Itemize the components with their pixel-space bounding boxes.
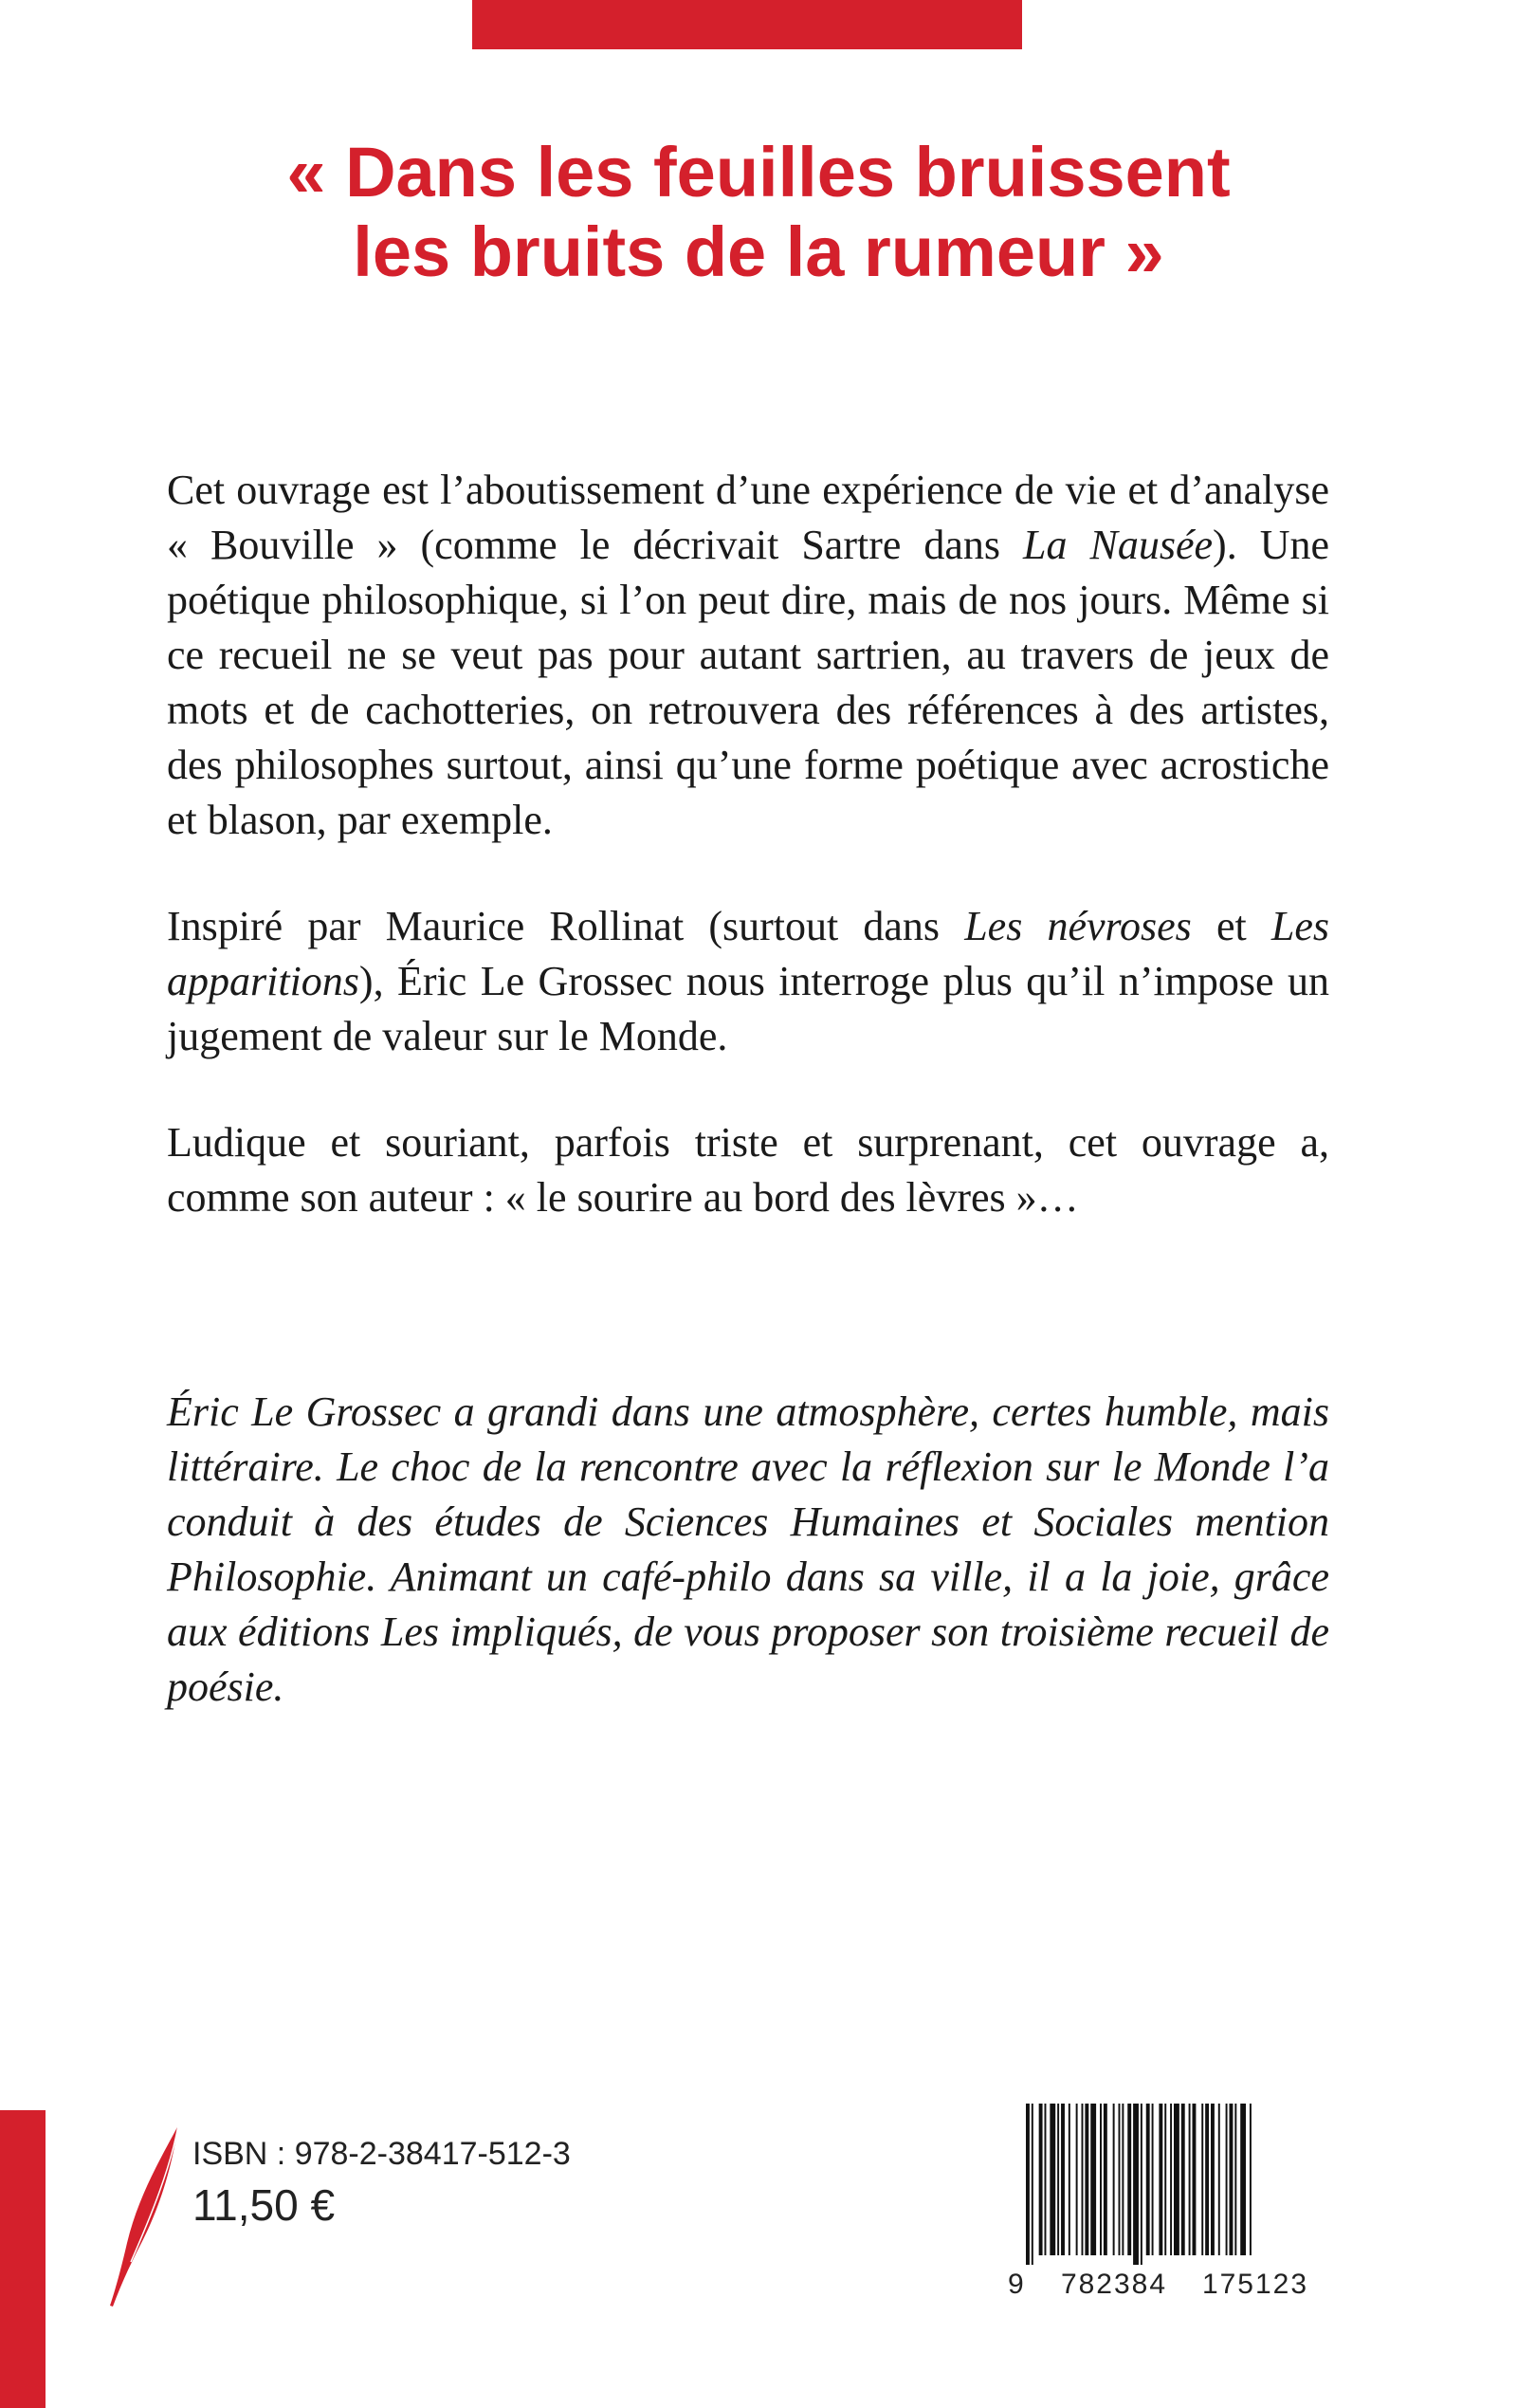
author-bio-text: Éric Le Grossec a grandi dans une atmosphère, certes humble, mais littéraire. Le choc de la rencontre avec la réflexion sur le Monde l’a conduit à des études de Sciences Humaines et Sociales mention Philosophie. Animant un café-philo dans sa ville, il a la joie, grâce aux éditions Les impliqués, de vous proposer son troisième recueil de poésie. — [167, 1388, 1329, 1710]
barcode-bar — [1201, 2104, 1203, 2255]
barcode-bar — [1250, 2104, 1252, 2255]
barcode-bar — [1050, 2104, 1055, 2255]
barcode-bar — [1193, 2104, 1197, 2255]
barcode-bar — [1146, 2104, 1150, 2255]
blurb-paragraph-2 — [167, 899, 1329, 1064]
book-title: Les névroses — [964, 903, 1192, 949]
barcode-bar — [1057, 2104, 1059, 2255]
barcode-bar — [1240, 2104, 1246, 2255]
title-line-2: les bruits de la rumeur » — [353, 212, 1164, 291]
barcode-bar — [1076, 2104, 1078, 2255]
barcode-bar — [1082, 2104, 1084, 2255]
blurb-paragraph-3: Ludique et souriant, parfois triste et surprenant, cet ouvrage a, comme son auteur : « le sourire au bord des lèvres »… — [167, 1119, 1329, 1221]
barcode-bar — [1061, 2104, 1065, 2255]
barcode-bar — [1152, 2104, 1154, 2255]
barcode-bar — [1127, 2104, 1131, 2255]
bottom-left-accent-bar — [0, 2110, 46, 2408]
barcode-bar — [1104, 2104, 1107, 2255]
blurb-text: Cet ouvrage est l’aboutissement d’une expérience de vie et d’analyse « Bouville » (comme le décrivait Sartre dans — [167, 467, 1329, 568]
barcode-bar — [1181, 2104, 1185, 2255]
blurb-text: ). Une poétique philosophique, si l’on peut dire, mais de nos jours. Même si ce recueil ne se veut pas pour autant sartrien, au travers de jeux de mots et de cachotteries, on retrouvera des références à des artistes, des philosophes surtout, ainsi qu’une forme poétique avec acrostiche et blason, par exemple. — [167, 522, 1329, 843]
barcode — [1024, 2104, 1327, 2265]
blurb-paragraph-1 — [167, 463, 1329, 848]
barcode-bar — [1032, 2104, 1033, 2265]
barcode-bar — [1234, 2104, 1236, 2255]
barcode-bar — [1205, 2104, 1209, 2255]
barcode-bar — [1026, 2104, 1030, 2265]
barcode-bar — [1141, 2104, 1142, 2265]
blurb-text: Inspiré par Maurice Rollinat (surtout dans — [167, 903, 965, 949]
isbn: ISBN : 978-2-38417-512-3 — [192, 2136, 571, 2172]
barcode-bar — [1122, 2104, 1124, 2255]
barcode-bar — [1170, 2104, 1172, 2255]
book-title: La Nausée — [1023, 522, 1214, 568]
barcode-bar — [1230, 2104, 1234, 2255]
barcode-bar — [1174, 2104, 1179, 2255]
barcode-bar — [1090, 2104, 1096, 2255]
barcode-digit-first: 9 — [1008, 2269, 1024, 2300]
barcode-digits — [1008, 2269, 1330, 2301]
barcode-bar — [1119, 2104, 1121, 2255]
barcode-digits-right: 175123 — [1201, 2269, 1309, 2300]
barcode-bar — [1100, 2104, 1102, 2255]
barcode-bar — [1133, 2104, 1139, 2265]
barcode-bar — [1085, 2104, 1088, 2255]
book-title: Les apparitions — [167, 903, 1329, 1004]
top-accent-bar — [472, 0, 1022, 49]
barcode-bar — [1211, 2104, 1215, 2255]
blurb-text: et — [1191, 903, 1271, 949]
blurb-text: ), Éric Le Grossec nous interroge plus qu’il n’impose un jugement de valeur sur le Monde. — [167, 958, 1329, 1059]
barcode-bar — [1189, 2104, 1191, 2255]
cover-title — [0, 133, 1517, 292]
price: 11,50 € — [192, 2180, 336, 2230]
author-bio — [167, 1385, 1329, 1715]
title-line-1: « Dans les feuilles bruissent — [286, 133, 1231, 211]
barcode-bar — [1218, 2104, 1220, 2255]
barcode-bar — [1039, 2104, 1043, 2255]
blurb — [167, 463, 1329, 1277]
barcode-bar — [1069, 2104, 1070, 2255]
barcode-bar — [1045, 2104, 1047, 2255]
red-feather-icon — [104, 2120, 190, 2309]
barcode-bar — [1226, 2104, 1228, 2255]
barcode-bar — [1164, 2104, 1166, 2255]
barcode-bar — [1113, 2104, 1115, 2255]
barcode-digits-left: 782384 — [1060, 2269, 1168, 2300]
barcode-bar — [1159, 2104, 1162, 2255]
